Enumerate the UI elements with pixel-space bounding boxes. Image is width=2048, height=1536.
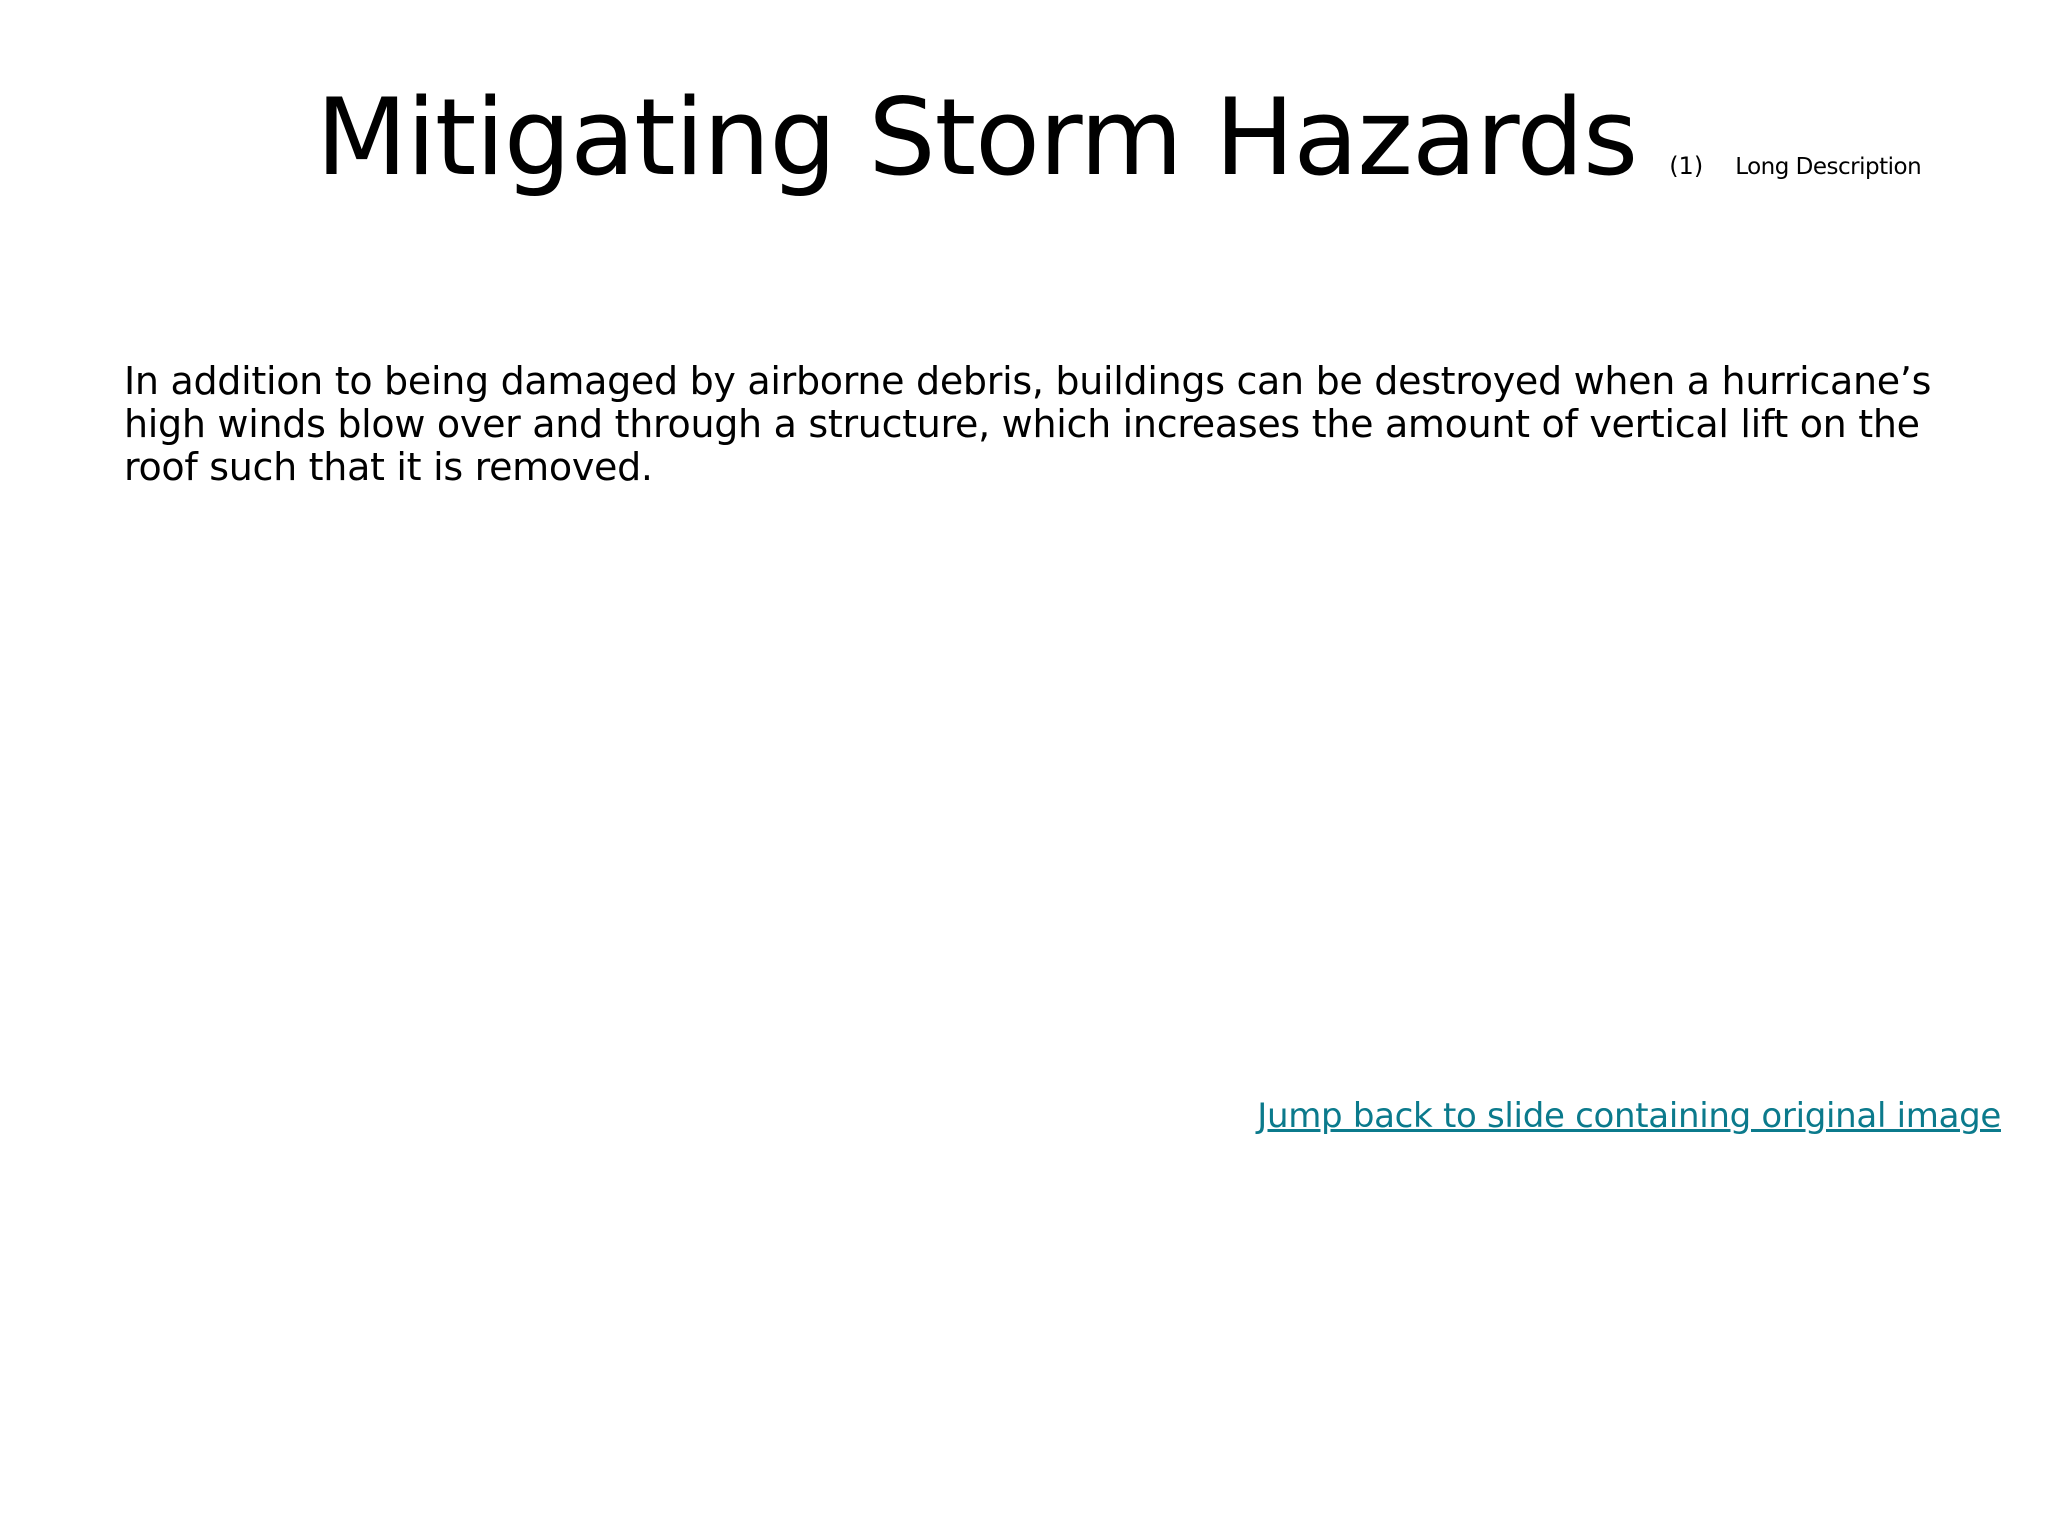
body-paragraph: In addition to being damaged by airborne debris, buildings can be destroyed when a hurricane’s high winds blow over and through a structure, which increases the amount of vertical lift on the roof such that it is removed.	[124, 359, 1932, 489]
title-number: (1)	[1669, 152, 1704, 180]
title-subtitle: Long Description	[1735, 154, 1922, 180]
title-row	[316, 76, 1922, 199]
jump-back-link[interactable]: Jump back to slide containing original image	[1257, 1096, 2001, 1136]
slide-title: Mitigating Storm Hazards	[316, 76, 1638, 199]
